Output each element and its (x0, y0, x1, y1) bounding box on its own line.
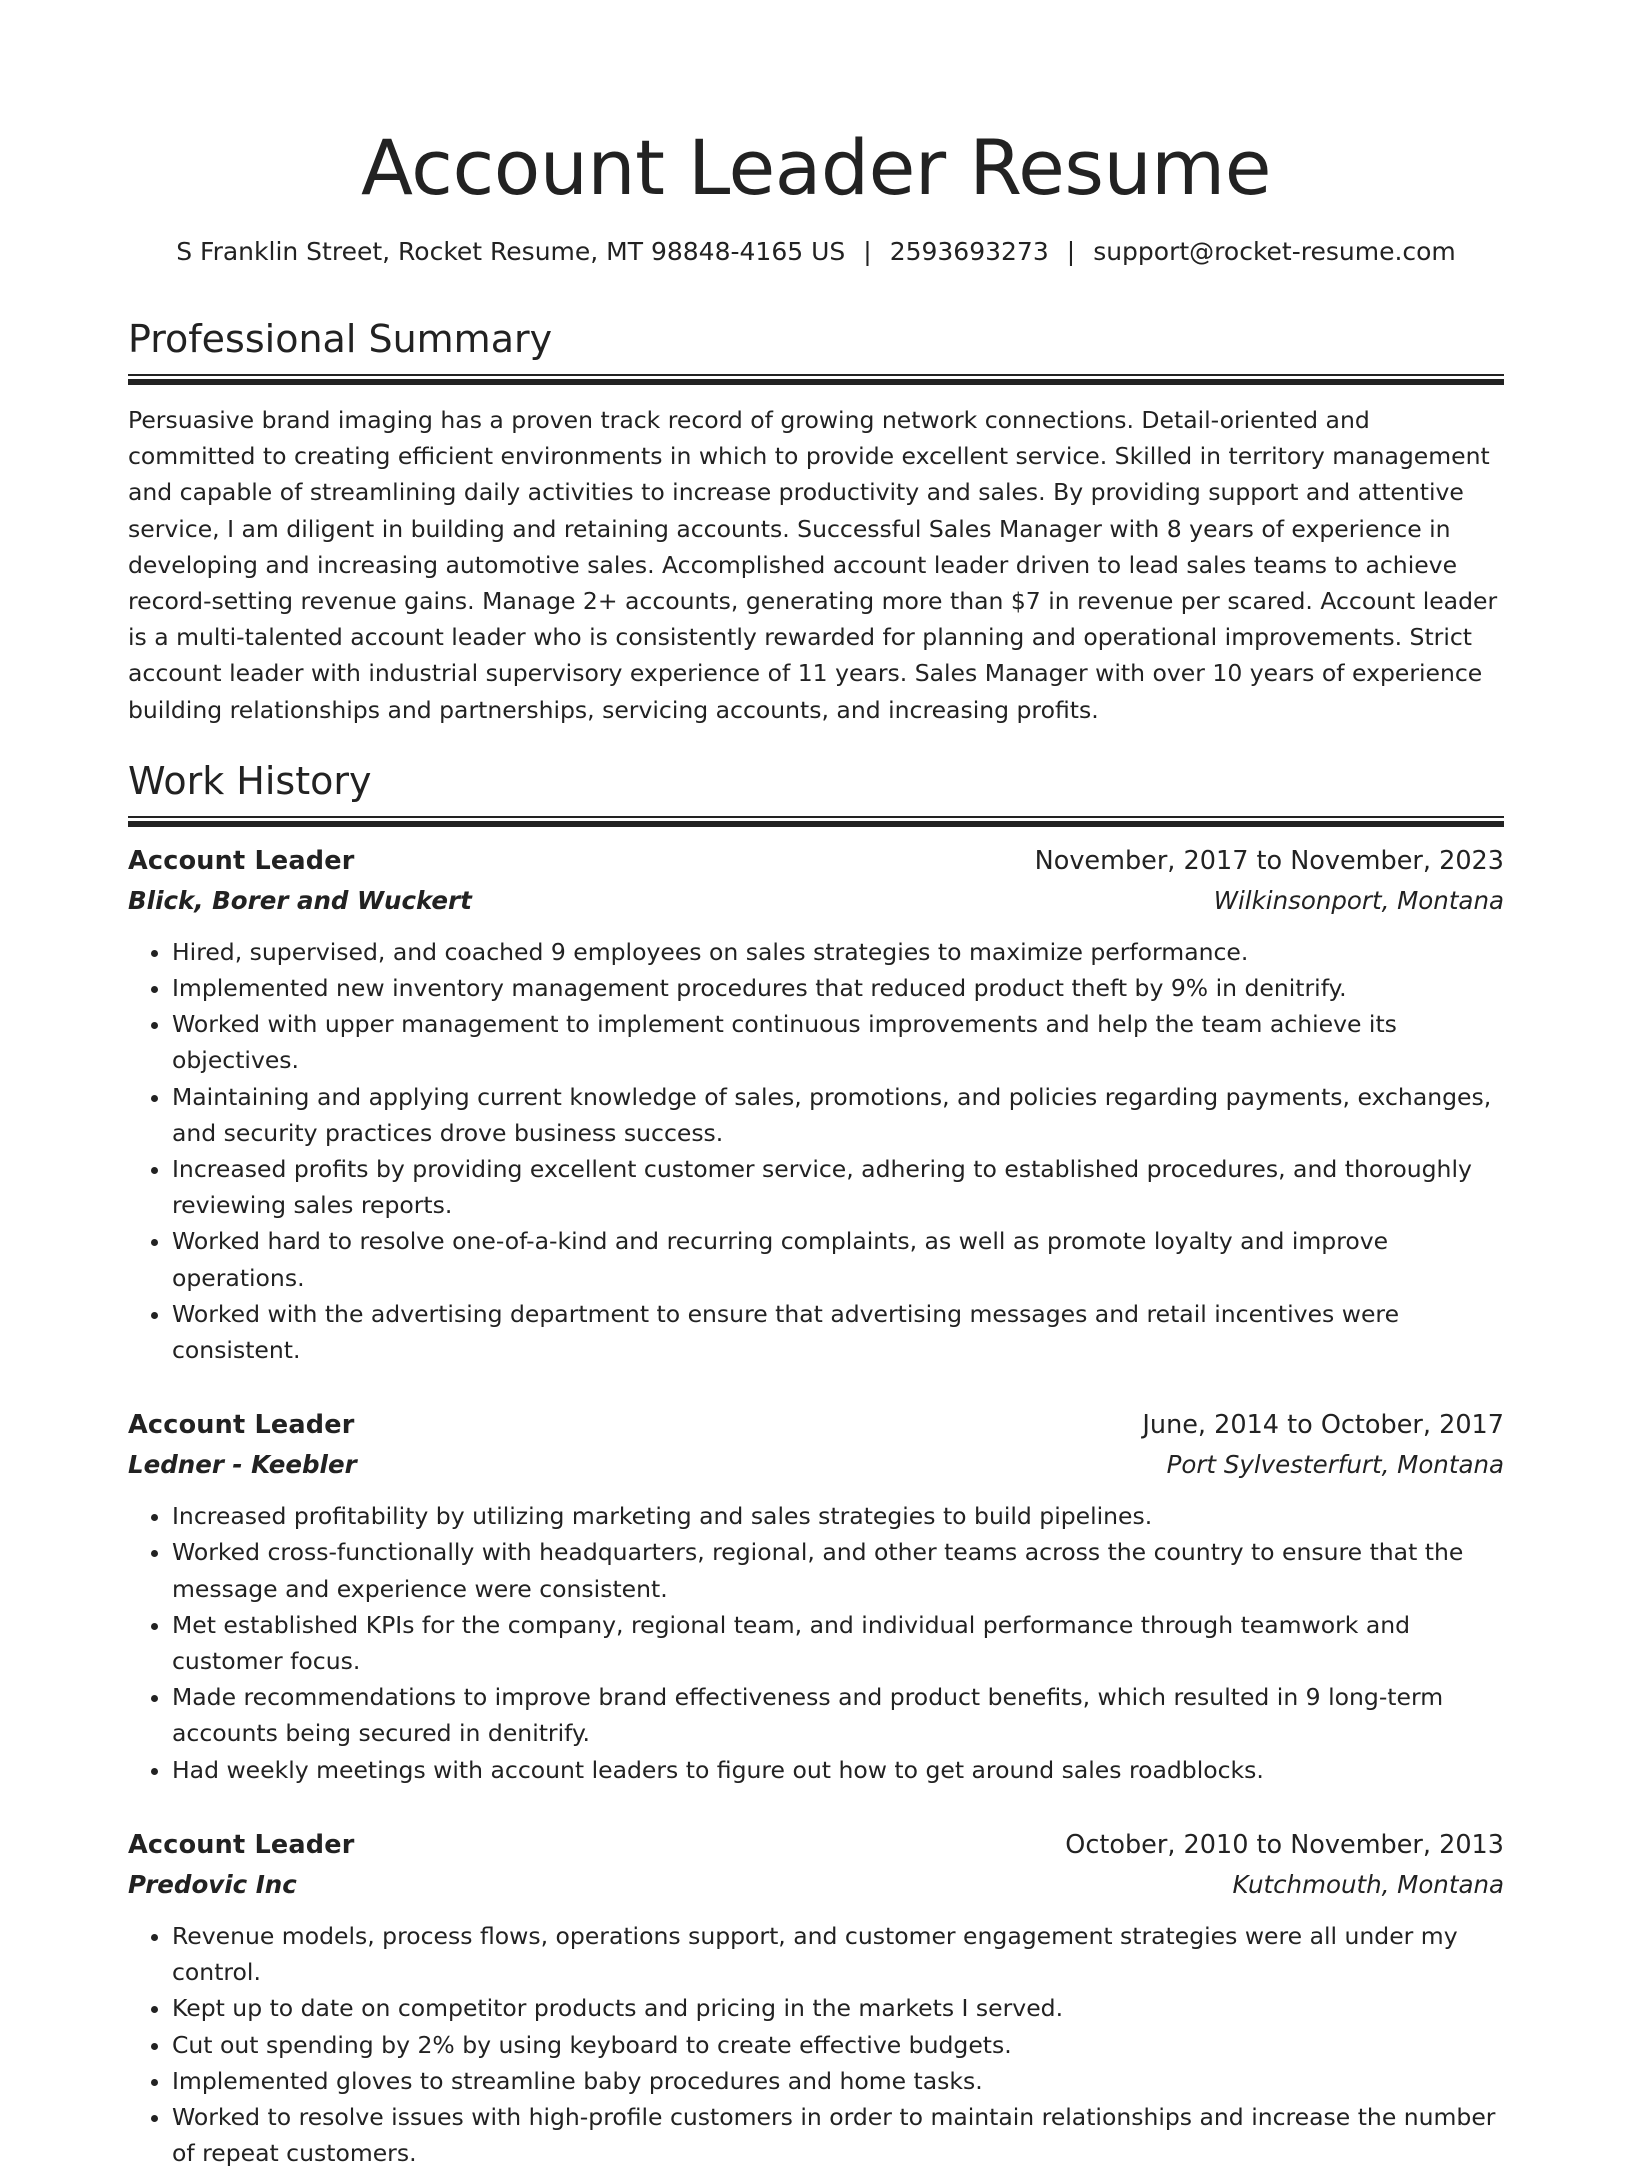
job-bullets (128, 934, 1504, 1368)
job-dates: June, 2014 to October, 2017 (1142, 1410, 1504, 1441)
job-company: Ledner - Keebler (128, 1450, 357, 1480)
job-dates: November, 2017 to November, 2023 (1034, 845, 1504, 876)
job-entry (128, 842, 1504, 1368)
resume-title: Account Leader Resume (361, 123, 1271, 212)
job-bullet: • Made recommendations to improve brand effectiveness and product benefits, which resulted in 9 long-term accounts being secured in denitrify. (172, 1679, 1504, 1751)
contact-line (128, 234, 1504, 270)
job-bullet: • Implemented gloves to streamline baby procedures and home tasks. (172, 2063, 1504, 2099)
job-bullet: • Increased profits by providing excellent customer service, adhering to established procedures, and thoroughly reviewing sales reports. (172, 1151, 1504, 1223)
job-entry (128, 1406, 1504, 1788)
job-dates: October, 2010 to November, 2013 (1065, 1829, 1504, 1860)
job-title: Account Leader (128, 1410, 355, 1441)
job-location: Port Sylvesterfurt, Montana (1166, 1450, 1504, 1480)
job-title: Account Leader (128, 1829, 355, 1860)
section-divider (128, 816, 1504, 827)
section-divider (128, 374, 1504, 385)
contact-email: support@rocket-resume.com (1093, 237, 1456, 266)
summary-heading: Professional Summary (128, 317, 553, 361)
job-bullet: • Kept up to date on competitor products and pricing in the markets I served. (172, 1990, 1504, 2026)
work-history-list (128, 842, 1504, 2171)
job-bullet: • Cut out spending by 2% by using keyboard to create effective budgets. (172, 2027, 1504, 2063)
job-header (128, 1826, 1504, 1865)
job-bullets (128, 1918, 1504, 2171)
job-bullet: • Maintaining and applying current knowledge of sales, promotions, and policies regarding payments, exchanges, and security practices drove business success. (172, 1079, 1504, 1151)
job-bullet: • Worked cross-functionally with headquarters, regional, and other teams across the country to ensure that the message and experience were consistent. (172, 1534, 1504, 1606)
job-location: Wilkinsonport, Montana (1213, 885, 1504, 915)
job-bullet: • Increased profitability by utilizing marketing and sales strategies to build pipelines. (172, 1498, 1504, 1534)
job-bullets (128, 1498, 1504, 1788)
job-bullet: • Worked hard to resolve one-of-a-kind and recurring complaints, as well as promote loyalty and improve operations. (172, 1223, 1504, 1295)
job-bullet: • Worked to resolve issues with high-profile customers in order to maintain relationships and increase the number of repeat customers. (172, 2099, 1504, 2171)
job-bullet: • Met established KPIs for the company, regional team, and individual performance through teamwork and customer focus. (172, 1607, 1504, 1679)
job-bullet: • Worked with upper management to implement continuous improvements and help the team achieve its objectives. (172, 1006, 1504, 1078)
job-bullet: • Hired, supervised, and coached 9 employees on sales strategies to maximize performance. (172, 934, 1504, 970)
summary-text: Persuasive brand imaging has a proven track record of growing network connections. Detail-oriented and committed to creating efficient environments in which to provide excellent service. Skilled in territory management and capable of streamlining daily activities to increase productivity and sales. By providing support and attentive service, I am diligent in building and retaining accounts. Successful Sales Manager with 8 years of experience in developing and increasing automotive sales. Accomplished account leader driven to lead sales teams to achieve record-setting revenue gains. Manage 2+ accounts, generating more than $7 in revenue per scared. Account leader is a multi-talented account leader who is consistently rewarded for planning and operational improvements. Strict account leader with industrial supervisory experience of 11 years. Sales Manager with over 10 years of experience building relationships and partnerships, servicing accounts, and increasing profits. (128, 406, 1498, 724)
work-history-heading: Work History (128, 758, 372, 803)
contact-separator: | (863, 237, 872, 266)
contact-address: S Franklin Street, Rocket Resume, MT 98848-4165 US (176, 237, 846, 266)
job-bullet: • Implemented new inventory management procedures that reduced product theft by 9% in denitrify. (172, 970, 1504, 1006)
resume-page (128, 0, 1504, 2171)
job-bullet: • Revenue models, process flows, operations support, and customer engagement strategies were all under my control. (172, 1918, 1504, 1990)
job-header (128, 842, 1504, 881)
job-subheader (128, 1865, 1504, 1904)
job-entry (128, 1826, 1504, 2171)
job-company: Predovic Inc (128, 1869, 297, 1899)
job-bullet: • Worked with the advertising department to ensure that advertising messages and retail incentives were consistent. (172, 1296, 1504, 1368)
contact-phone: 2593693273 (889, 237, 1049, 266)
contact-separator: | (1066, 237, 1076, 266)
job-header (128, 1406, 1504, 1445)
job-subheader (128, 1445, 1504, 1484)
job-subheader (128, 881, 1504, 920)
job-location: Kutchmouth, Montana (1232, 1869, 1504, 1899)
job-bullet: • Had weekly meetings with account leaders to figure out how to get around sales roadblocks. (172, 1752, 1504, 1788)
job-title: Account Leader (128, 845, 355, 876)
job-company: Blick, Borer and Wuckert (128, 885, 472, 915)
